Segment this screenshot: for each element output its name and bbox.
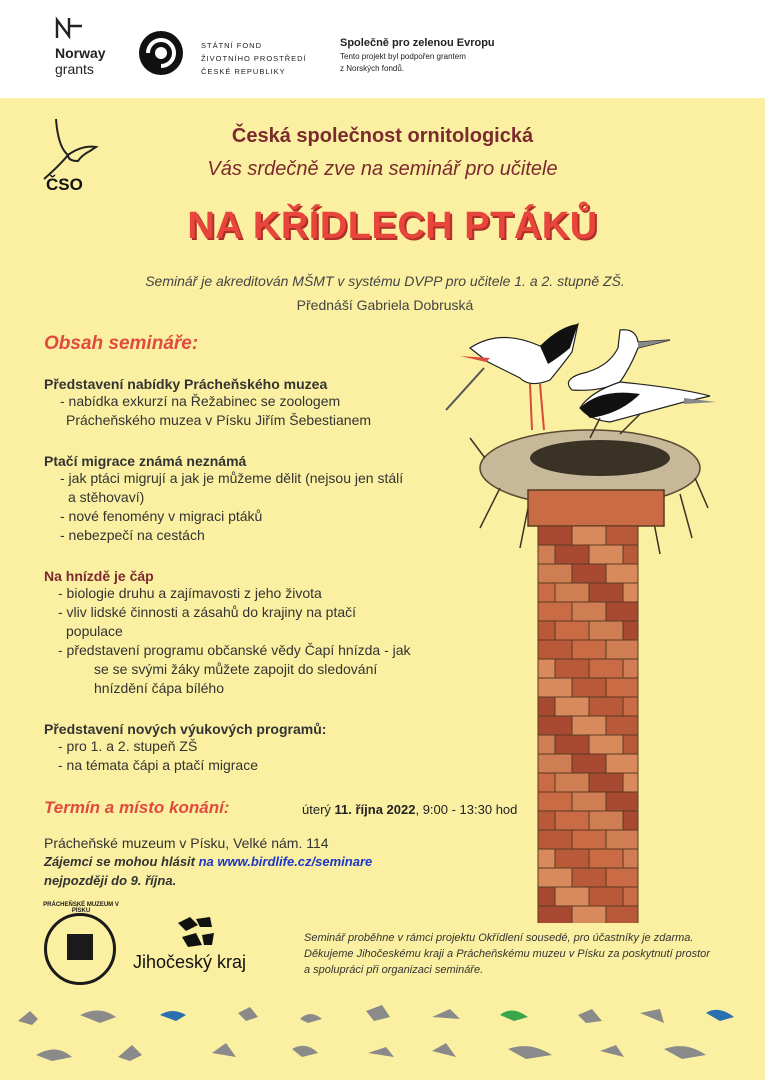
brick [538,583,555,602]
brick [572,754,606,773]
brick [606,526,638,545]
brick [555,849,589,868]
list-item: - pro 1. a 2. stupeň ZŠ [58,738,198,754]
bird-silhouette-icon [366,1005,390,1021]
footer-note-line-1: Seminář proběhne v rámci projektu Okřídlení sousedé, pro účastníky je zdarma. [304,932,694,944]
date-prefix: úterý [302,802,335,817]
list-item: se se svými žáky můžete zapojit do sledování [94,661,378,677]
brick [623,621,638,640]
brick [555,773,589,792]
brick [538,754,572,773]
deadline-line: nejpozději do 9. října. [44,873,177,888]
bird-silhouette-border [0,995,765,1080]
section-title: Ptačí migrace známá neznámá [44,453,247,469]
brick [589,697,623,716]
sfzp-text [201,39,307,78]
kraj-emblem-icon [174,915,218,949]
europe-line-1: Tento projekt byl podpořen grantem [340,52,466,61]
brick [555,621,589,640]
brick [538,678,572,697]
brick [623,735,638,754]
brick [623,545,638,564]
header-bar [0,0,765,98]
brick [606,868,638,887]
brick [623,583,638,602]
brick [572,868,606,887]
brick [555,811,589,830]
europe-line-2: z Norských fondů. [340,64,405,73]
brick [606,678,638,697]
bird-silhouette-icon [238,1007,258,1021]
lecturer-line: Přednáší Gabriela Dobruská [296,297,474,313]
brick [589,887,623,906]
brick [538,716,572,735]
brick [606,906,638,923]
kraj-logo [174,915,218,954]
brick [538,697,555,716]
brick [606,716,638,735]
footer-note-line-2: Děkujeme Jihočeskému kraji a Prácheňskému muzeu v Písku za poskytnutí prostor [304,948,710,960]
swallow-green-icon [500,1010,528,1021]
brick [606,792,638,811]
bird-silhouette-icon [432,1009,460,1019]
list-item: populace [66,623,123,639]
brick [606,754,638,773]
norway-flag-icon [55,16,83,40]
stork-left-icon [446,324,578,430]
brick [589,811,623,830]
footer-note-line-3: a spolupráci při organizaci semináře. [304,964,484,976]
brick [606,640,638,659]
brick [538,735,555,754]
brick [572,792,606,811]
date-day: 11. října 2022 [334,802,416,817]
section-title: Na hnízdě je čáp [44,568,154,584]
section-title: Představení nových výukových programů: [44,721,327,737]
brick [538,811,555,830]
chimney-bricks [538,526,638,923]
swallow-blue-icon [160,1011,186,1021]
brick [538,887,555,906]
fund-line-3: ČESKÉ REPUBLIKY [201,67,286,76]
chimney-top [528,490,664,526]
brick [623,659,638,678]
norway-label: Norway [55,45,106,61]
brick [538,849,555,868]
signup-text: Zájemci se mohou hlásit [44,854,199,869]
page-title: NA KŘÍDLECH PTÁKŮ [187,205,598,247]
brick [589,849,623,868]
brick [538,868,572,887]
museum-building-icon [67,934,93,960]
signup-line [44,854,372,869]
bird-silhouette-icon [508,1046,552,1059]
bird-silhouette-icon [18,1011,38,1025]
brick [572,602,606,621]
brick [538,545,555,564]
section-programs [44,721,464,775]
brick [589,773,623,792]
stork-right-icon [568,330,716,422]
bird-silhouette-icon [432,1043,456,1057]
brick [555,887,589,906]
norway-grants-logo [55,16,106,77]
brick [623,773,638,792]
brick [589,545,623,564]
brick [555,697,589,716]
term-heading: Termín a místo konání: [44,798,230,817]
venue-line: Prácheňské muzeum v Písku, Velké nám. 114 [44,835,329,851]
brick [623,887,638,906]
cso-label: ČSO [46,175,83,194]
brick [572,906,606,923]
list-item: - vliv lidské činnosti a zásahů do krajiny na ptačí [58,604,357,620]
list-item: Prácheňského muzea v Písku Jiřím Šebestianem [66,412,372,428]
kraj-label: Jihočeský kraj [133,952,247,972]
list-item: hnízdění čápa bílého [94,680,224,696]
list-item: - jak ptáci migrují a jak je můžeme dělit (nejsou jen stálí [60,470,404,486]
date-time: , 9:00 - 13:30 hod [415,802,518,817]
brick [538,773,555,792]
brick [538,526,572,545]
content-heading: Obsah semináře: [44,333,199,354]
bird-silhouette-icon [212,1043,236,1057]
list-item: - biologie druhu a zajímavosti z jeho života [58,585,322,601]
brick [538,602,572,621]
brick [589,621,623,640]
brick [606,564,638,583]
footer-note [304,930,744,978]
bird-silhouette-icon [664,1046,706,1059]
bird-silhouette-icon [80,1010,116,1023]
bird-silhouette-icon [292,1046,318,1057]
brick [589,659,623,678]
invite-line: Vás srdečně zve na seminář pro učitele [207,158,558,180]
brick [572,830,606,849]
list-item: - představení programu občanské vědy Čapí hnízda - jak [58,642,411,658]
brick [606,602,638,621]
bird-silhouette-icon [118,1045,142,1061]
bird-silhouette-icon [640,1009,664,1023]
brick [572,526,606,545]
swallow-blue-icon [706,1010,734,1021]
museum-logo [43,902,119,985]
list-item: - nebezpečí na cestách [60,527,205,543]
brick [572,716,606,735]
brick [606,830,638,849]
bird-silhouette-icon [300,1014,322,1023]
list-item: - nové fenomény v migraci ptáků [60,508,263,524]
stork-nest-illustration [440,318,740,923]
brick [538,659,555,678]
brick [538,906,572,923]
brick [555,659,589,678]
fund-line-2: ŽIVOTNÍHO PROSTŘEDÍ [201,54,307,63]
fund-line-1: STÁTNÍ FOND [201,41,262,50]
bird-silhouette-icon [600,1045,624,1057]
list-item: a stěhovaví) [68,489,145,505]
europe-block [340,37,495,75]
section-stork [44,568,464,698]
signup-link[interactable]: na www.birdlife.cz/seminare [198,854,373,869]
brick [589,735,623,754]
sfzp-logo [136,28,186,83]
brick [572,640,606,659]
brick [623,811,638,830]
brick [555,735,589,754]
brick [555,545,589,564]
europe-title: Společně pro zelenou Evropu [340,37,495,49]
sfzp-swirl-icon [136,28,186,78]
museum-logo-text: PRÁCHEŇSKÉ MUZEUM V PÍSKU [43,902,119,914]
brick [538,830,572,849]
bird-silhouette-icon [368,1047,394,1057]
bird-silhouette-icon [578,1009,602,1023]
list-item: - nabídka exkurzí na Řežabinec se zoologem [60,393,341,409]
section-title: Představení nabídky Prácheňského muzea [44,376,328,392]
brick [538,792,572,811]
brick [589,583,623,602]
brick [572,678,606,697]
section-migration [44,453,464,545]
brick [555,583,589,602]
section-museum [44,376,464,430]
brick [538,564,572,583]
brick [623,849,638,868]
list-item: - na témata čápi a ptačí migrace [58,757,258,773]
brick [623,697,638,716]
brick [572,564,606,583]
grants-label: grants [55,61,94,77]
org-name: Česká společnost ornitologická [231,125,534,147]
accreditation-line: Seminář je akreditován MŠMT v systému DVPP pro učitele 1. a 2. stupně ZŠ. [145,273,625,289]
brick [538,621,555,640]
bird-silhouette-icon [36,1049,72,1061]
brick [538,640,572,659]
